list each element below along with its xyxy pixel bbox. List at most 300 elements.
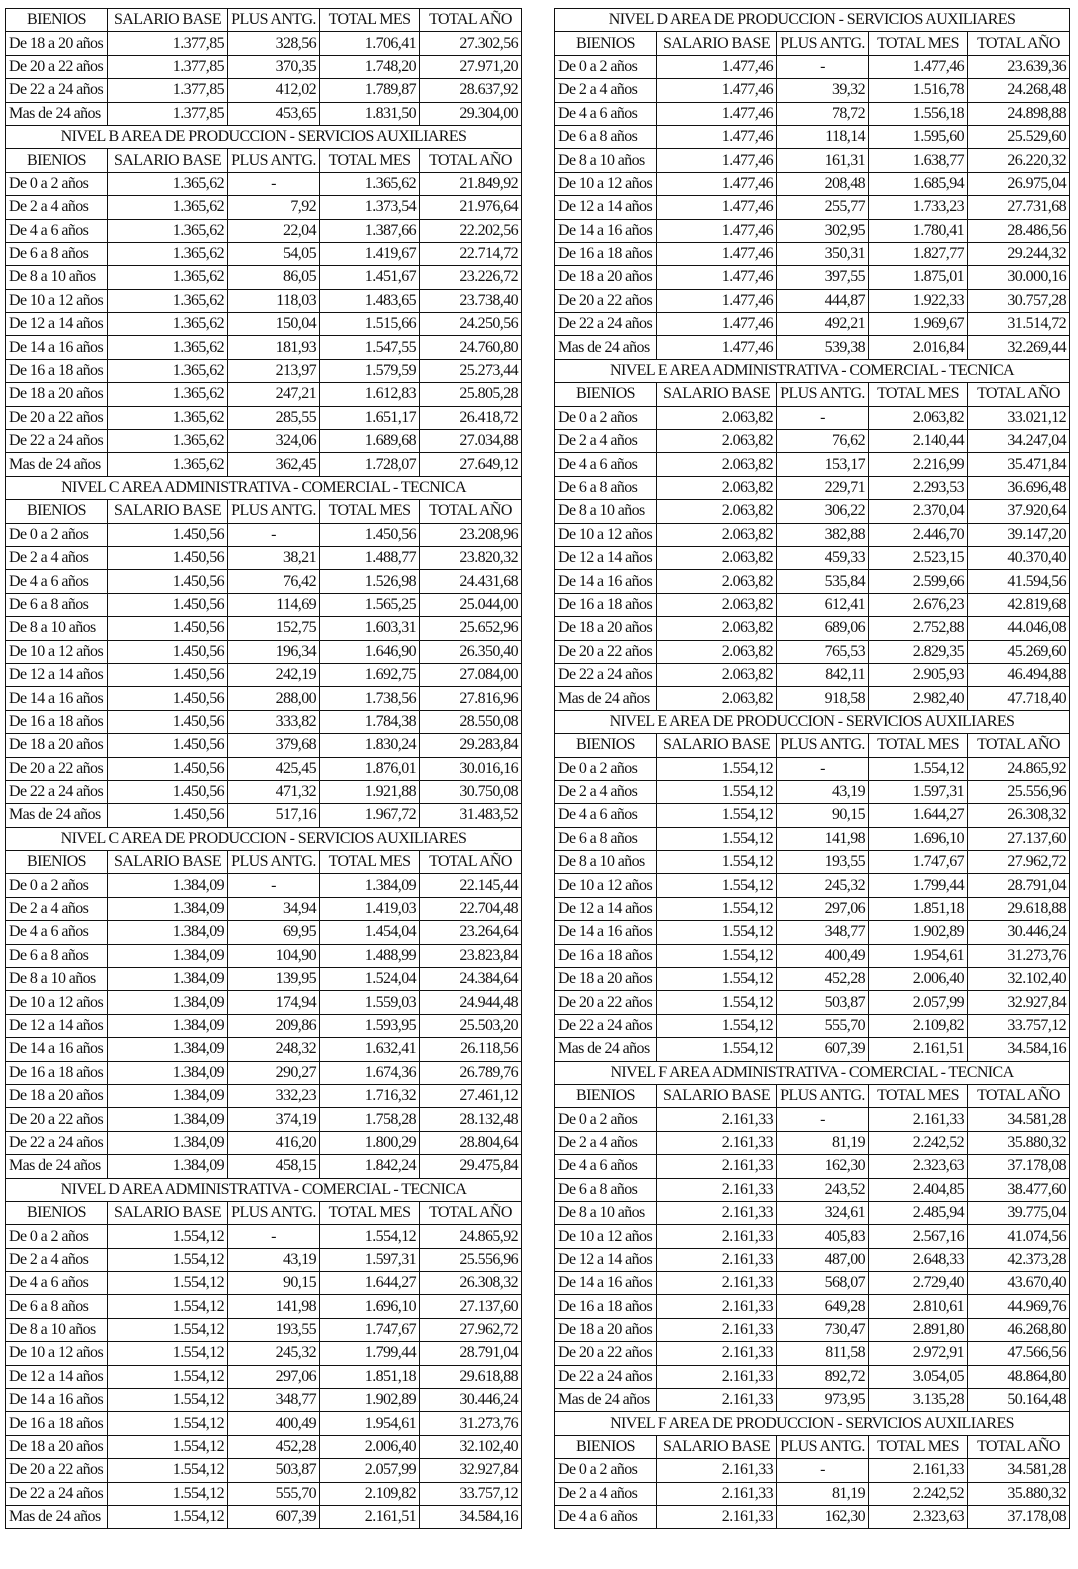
cell-plus-antiguedad: 444,87 — [777, 289, 869, 312]
cell-bienios: Mas de 24 años — [6, 102, 108, 125]
cell-total-ano: 40.370,40 — [968, 546, 1070, 569]
cell-total-mes: 1.547,55 — [320, 336, 420, 359]
cell-plus-antiguedad: 54,05 — [228, 242, 320, 265]
section-title-row — [6, 827, 522, 850]
cell-plus-antiguedad: 324,06 — [228, 430, 320, 453]
cell-salario-base: 1.554,12 — [657, 804, 777, 827]
cell-plus-antiguedad: 86,05 — [228, 266, 320, 289]
cell-total-mes: 1.685,94 — [869, 172, 968, 195]
cell-total-ano: 24.944,48 — [420, 991, 522, 1014]
table-row — [555, 55, 1070, 78]
cell-salario-base: 1.554,12 — [108, 1295, 228, 1318]
cell-total-mes: 2.006,40 — [869, 968, 968, 991]
cell-plus-antiguedad: 193,55 — [228, 1318, 320, 1341]
cell-salario-base: 2.161,33 — [657, 1272, 777, 1295]
table-row — [6, 617, 522, 640]
cell-total-mes: 2.829,35 — [869, 640, 968, 663]
cell-bienios: Mas de 24 años — [555, 1038, 657, 1061]
cell-total-ano: 50.164,48 — [968, 1389, 1070, 1412]
cell-bienios: De 20 a 22 años — [555, 1342, 657, 1365]
cell-salario-base: 2.161,33 — [657, 1201, 777, 1224]
cell-total-mes: 2.323,63 — [869, 1155, 968, 1178]
cell-bienios: De 22 a 24 años — [6, 780, 108, 803]
table-row — [6, 944, 522, 967]
cell-bienios: De 20 a 22 años — [6, 1108, 108, 1131]
cell-total-mes: 2.161,33 — [869, 1108, 968, 1131]
cell-total-ano: 30.016,16 — [420, 757, 522, 780]
cell-bienios: De 20 a 22 años — [555, 289, 657, 312]
column-header-total-mes: TOTAL MES — [320, 851, 420, 874]
section-title-row — [555, 1412, 1070, 1435]
cell-salario-base: 1.450,56 — [108, 734, 228, 757]
cell-bienios: De 16 a 18 años — [6, 359, 108, 382]
cell-total-mes: 1.488,77 — [320, 546, 420, 569]
cell-total-mes: 2.109,82 — [869, 1014, 968, 1037]
cell-total-mes: 2.810,61 — [869, 1295, 968, 1318]
cell-total-mes: 2.567,16 — [869, 1225, 968, 1248]
table-row — [6, 874, 522, 897]
cell-total-ano: 29.283,84 — [420, 734, 522, 757]
cell-salario-base: 2.063,82 — [657, 546, 777, 569]
cell-salario-base: 1.365,62 — [108, 219, 228, 242]
cell-plus-antiguedad: 162,30 — [777, 1155, 869, 1178]
table-row — [555, 1038, 1070, 1061]
cell-total-ano: 25.273,44 — [420, 359, 522, 382]
cell-salario-base: 1.477,46 — [657, 149, 777, 172]
table-row — [555, 79, 1070, 102]
table-row — [6, 430, 522, 453]
cell-plus-antiguedad: 141,98 — [228, 1295, 320, 1318]
cell-plus-antiguedad: 209,86 — [228, 1014, 320, 1037]
cell-total-mes: 2.485,94 — [869, 1201, 968, 1224]
cell-salario-base: 1.384,09 — [108, 991, 228, 1014]
cell-bienios: De 18 a 20 años — [6, 383, 108, 406]
cell-salario-base: 1.365,62 — [108, 313, 228, 336]
cell-total-mes: 1.851,18 — [869, 897, 968, 920]
cell-total-ano: 28.791,04 — [420, 1342, 522, 1365]
cell-plus-antiguedad: 328,56 — [228, 32, 320, 55]
cell-bienios: De 8 a 10 años — [555, 1201, 657, 1224]
cell-plus-antiguedad: - — [228, 523, 320, 546]
cell-total-ano: 26.975,04 — [968, 172, 1070, 195]
cell-total-ano: 42.819,68 — [968, 593, 1070, 616]
cell-salario-base: 1.450,56 — [108, 663, 228, 686]
table-row — [6, 1155, 522, 1178]
cell-plus-antiguedad: 34,94 — [228, 897, 320, 920]
column-header-total-ano: TOTAL AÑO — [968, 383, 1070, 406]
cell-plus-antiguedad: 607,39 — [228, 1506, 320, 1529]
cell-salario-base: 2.063,82 — [657, 687, 777, 710]
cell-total-ano: 45.269,60 — [968, 640, 1070, 663]
cell-bienios: De 6 a 8 años — [6, 1295, 108, 1318]
cell-total-mes: 1.922,33 — [869, 289, 968, 312]
cell-plus-antiguedad: 248,32 — [228, 1038, 320, 1061]
table-row — [6, 219, 522, 242]
cell-total-ano: 24.268,48 — [968, 79, 1070, 102]
column-header-plus-antiguedad: PLUS ANTG. — [777, 1435, 869, 1458]
column-header-total-mes: TOTAL MES — [869, 32, 968, 55]
cell-plus-antiguedad: 555,70 — [228, 1482, 320, 1505]
column-header-salario-base: SALARIO BASE — [657, 734, 777, 757]
cell-bienios: De 18 a 20 años — [6, 734, 108, 757]
cell-bienios: De 10 a 12 años — [6, 289, 108, 312]
cell-plus-antiguedad: 333,82 — [228, 710, 320, 733]
table-row — [555, 266, 1070, 289]
cell-total-ano: 47.718,40 — [968, 687, 1070, 710]
cell-bienios: De 20 a 22 años — [6, 1459, 108, 1482]
cell-total-ano: 26.418,72 — [420, 406, 522, 429]
column-header-total-mes: TOTAL MES — [320, 149, 420, 172]
cell-total-ano: 24.865,92 — [420, 1225, 522, 1248]
cell-total-mes: 1.638,77 — [869, 149, 968, 172]
cell-total-ano: 24.431,68 — [420, 570, 522, 593]
table-row — [555, 640, 1070, 663]
table-row — [6, 453, 522, 476]
cell-total-ano: 29.618,88 — [420, 1365, 522, 1388]
cell-plus-antiguedad: 81,19 — [777, 1482, 869, 1505]
cell-salario-base: 1.554,12 — [657, 874, 777, 897]
cell-salario-base: 1.450,56 — [108, 617, 228, 640]
cell-total-ano: 29.304,00 — [420, 102, 522, 125]
cell-total-ano: 23.226,72 — [420, 266, 522, 289]
cell-salario-base: 1.365,62 — [108, 430, 228, 453]
column-header-salario-base: SALARIO BASE — [108, 1201, 228, 1224]
cell-salario-base: 1.450,56 — [108, 710, 228, 733]
cell-total-mes: 1.800,29 — [320, 1131, 420, 1154]
cell-total-ano: 28.132,48 — [420, 1108, 522, 1131]
column-header-plus-antiguedad: PLUS ANTG. — [228, 851, 320, 874]
cell-plus-antiguedad: 689,06 — [777, 617, 869, 640]
cell-total-mes: 1.748,20 — [320, 55, 420, 78]
column-header-salario-base: SALARIO BASE — [657, 1084, 777, 1107]
column-header-bienios: BIENIOS — [6, 851, 108, 874]
cell-bienios: De 14 a 16 años — [555, 570, 657, 593]
cell-plus-antiguedad: - — [777, 1459, 869, 1482]
cell-plus-antiguedad: 208,48 — [777, 172, 869, 195]
cell-total-mes: 2.161,51 — [869, 1038, 968, 1061]
cell-total-ano: 32.927,84 — [968, 991, 1070, 1014]
table-row — [6, 336, 522, 359]
cell-total-mes: 1.921,88 — [320, 780, 420, 803]
cell-salario-base: 1.554,12 — [657, 851, 777, 874]
table-row — [555, 944, 1070, 967]
cell-salario-base: 2.161,33 — [657, 1131, 777, 1154]
cell-salario-base: 2.161,33 — [657, 1506, 777, 1529]
table-row — [555, 1131, 1070, 1154]
cell-salario-base: 1.365,62 — [108, 383, 228, 406]
cell-salario-base: 1.554,12 — [108, 1435, 228, 1458]
column-header-salario-base: SALARIO BASE — [657, 1435, 777, 1458]
cell-total-mes: 1.559,03 — [320, 991, 420, 1014]
cell-salario-base: 1.554,12 — [657, 780, 777, 803]
cell-salario-base: 2.161,33 — [657, 1225, 777, 1248]
table-row — [6, 1248, 522, 1271]
cell-total-ano: 26.350,40 — [420, 640, 522, 663]
cell-plus-antiguedad: 290,27 — [228, 1061, 320, 1084]
cell-bienios: De 12 a 14 años — [555, 546, 657, 569]
cell-total-ano: 22.202,56 — [420, 219, 522, 242]
table-row — [6, 968, 522, 991]
column-header-bienios: BIENIOS — [6, 500, 108, 523]
cell-bienios: De 0 a 2 años — [6, 523, 108, 546]
table-row — [6, 1131, 522, 1154]
cell-salario-base: 1.450,56 — [108, 780, 228, 803]
header-row — [555, 383, 1070, 406]
cell-plus-antiguedad: 306,22 — [777, 500, 869, 523]
cell-total-mes: 1.483,65 — [320, 289, 420, 312]
cell-bienios: De 6 a 8 años — [555, 1178, 657, 1201]
cell-total-mes: 1.597,31 — [320, 1248, 420, 1271]
cell-total-ano: 33.757,12 — [968, 1014, 1070, 1037]
section-title-row — [555, 9, 1070, 32]
cell-bienios: De 4 a 6 años — [6, 1272, 108, 1295]
cell-plus-antiguedad: 302,95 — [777, 219, 869, 242]
cell-total-ano: 23.264,64 — [420, 921, 522, 944]
column-header-bienios: BIENIOS — [555, 734, 657, 757]
cell-salario-base: 1.377,85 — [108, 32, 228, 55]
cell-bienios: De 6 a 8 años — [555, 125, 657, 148]
cell-bienios: De 20 a 22 años — [6, 55, 108, 78]
cell-bienios: De 12 a 14 años — [6, 1014, 108, 1037]
table-row — [555, 500, 1070, 523]
column-header-salario-base: SALARIO BASE — [108, 9, 228, 32]
cell-plus-antiguedad: 362,45 — [228, 453, 320, 476]
cell-salario-base: 1.477,46 — [657, 242, 777, 265]
column-header-total-mes: TOTAL MES — [869, 1435, 968, 1458]
cell-total-ano: 23.823,84 — [420, 944, 522, 967]
cell-total-ano: 32.102,40 — [968, 968, 1070, 991]
section-title-row — [6, 125, 522, 148]
cell-salario-base: 1.384,09 — [108, 1038, 228, 1061]
cell-bienios: De 12 a 14 años — [555, 1248, 657, 1271]
cell-salario-base: 1.477,46 — [657, 102, 777, 125]
cell-salario-base: 2.161,33 — [657, 1108, 777, 1131]
table-row — [6, 1435, 522, 1458]
table-row — [555, 1459, 1070, 1482]
header-row — [6, 149, 522, 172]
cell-plus-antiguedad: 114,69 — [228, 593, 320, 616]
cell-bienios: De 16 a 18 años — [555, 1295, 657, 1318]
cell-total-mes: 1.969,67 — [869, 313, 968, 336]
cell-bienios: De 12 a 14 años — [555, 897, 657, 920]
cell-plus-antiguedad: 38,21 — [228, 546, 320, 569]
header-row — [6, 1201, 522, 1224]
cell-plus-antiguedad: 118,14 — [777, 125, 869, 148]
cell-plus-antiguedad: 324,61 — [777, 1201, 869, 1224]
cell-total-mes: 2.404,85 — [869, 1178, 968, 1201]
cell-plus-antiguedad: 76,62 — [777, 430, 869, 453]
cell-plus-antiguedad: 459,33 — [777, 546, 869, 569]
cell-bienios: De 22 a 24 años — [6, 430, 108, 453]
cell-plus-antiguedad: 535,84 — [777, 570, 869, 593]
cell-salario-base: 1.554,12 — [108, 1412, 228, 1435]
cell-total-mes: 1.716,32 — [320, 1084, 420, 1107]
table-row — [555, 546, 1070, 569]
cell-total-ano: 27.816,96 — [420, 687, 522, 710]
cell-total-mes: 2.140,44 — [869, 430, 968, 453]
cell-bienios: Mas de 24 años — [6, 1155, 108, 1178]
column-header-total-mes: TOTAL MES — [320, 1201, 420, 1224]
table-row — [6, 663, 522, 686]
cell-bienios: De 0 a 2 años — [555, 406, 657, 429]
column-header-total-ano: TOTAL AÑO — [968, 734, 1070, 757]
cell-total-mes: 1.477,46 — [869, 55, 968, 78]
cell-total-ano: 25.044,00 — [420, 593, 522, 616]
cell-salario-base: 2.063,82 — [657, 570, 777, 593]
table-row — [555, 851, 1070, 874]
cell-total-ano: 30.000,16 — [968, 266, 1070, 289]
cell-bienios: De 4 a 6 años — [555, 453, 657, 476]
cell-salario-base: 1.477,46 — [657, 336, 777, 359]
cell-salario-base: 1.477,46 — [657, 219, 777, 242]
column-header-bienios: BIENIOS — [6, 149, 108, 172]
cell-total-ano: 28.550,08 — [420, 710, 522, 733]
cell-bienios: De 4 a 6 años — [555, 1155, 657, 1178]
cell-plus-antiguedad: 118,03 — [228, 289, 320, 312]
cell-salario-base: 1.384,09 — [108, 1014, 228, 1037]
cell-bienios: De 8 a 10 años — [6, 617, 108, 640]
cell-total-mes: 1.419,67 — [320, 242, 420, 265]
cell-total-ano: 25.805,28 — [420, 383, 522, 406]
cell-salario-base: 1.384,09 — [108, 1061, 228, 1084]
table-row — [555, 336, 1070, 359]
cell-total-ano: 46.494,88 — [968, 663, 1070, 686]
cell-total-mes: 1.706,41 — [320, 32, 420, 55]
table-row — [6, 1318, 522, 1341]
cell-total-mes: 1.784,38 — [320, 710, 420, 733]
cell-salario-base: 1.477,46 — [657, 196, 777, 219]
table-row — [555, 289, 1070, 312]
cell-plus-antiguedad: 181,93 — [228, 336, 320, 359]
table-row — [555, 1178, 1070, 1201]
table-row — [6, 1272, 522, 1295]
cell-plus-antiguedad: 255,77 — [777, 196, 869, 219]
table-row — [6, 523, 522, 546]
table-row — [555, 593, 1070, 616]
cell-total-mes: 1.524,04 — [320, 968, 420, 991]
cell-plus-antiguedad: 213,97 — [228, 359, 320, 382]
cell-total-mes: 2.161,51 — [320, 1506, 420, 1529]
cell-plus-antiguedad: 297,06 — [228, 1365, 320, 1388]
cell-salario-base: 2.161,33 — [657, 1389, 777, 1412]
cell-bienios: De 6 a 8 años — [6, 242, 108, 265]
cell-total-ano: 43.670,40 — [968, 1272, 1070, 1295]
cell-plus-antiguedad: 405,83 — [777, 1225, 869, 1248]
cell-total-mes: 2.905,93 — [869, 663, 968, 686]
cell-bienios: De 22 a 24 años — [555, 663, 657, 686]
cell-total-mes: 1.603,31 — [320, 617, 420, 640]
cell-bienios: De 14 a 16 años — [6, 1038, 108, 1061]
cell-total-ano: 30.750,08 — [420, 780, 522, 803]
cell-salario-base: 2.161,33 — [657, 1342, 777, 1365]
cell-bienios: De 2 a 4 años — [555, 79, 657, 102]
cell-bienios: De 18 a 20 años — [6, 1084, 108, 1107]
table-row — [555, 687, 1070, 710]
table-row — [555, 453, 1070, 476]
table-row — [555, 196, 1070, 219]
section-title: NIVEL E AREA DE PRODUCCION - SERVICIOS AUXILIARES — [555, 710, 1070, 733]
cell-total-ano: 32.269,44 — [968, 336, 1070, 359]
cell-salario-base: 2.063,82 — [657, 617, 777, 640]
table-row — [6, 804, 522, 827]
table-row — [6, 172, 522, 195]
cell-salario-base: 1.554,12 — [657, 1038, 777, 1061]
cell-plus-antiguedad: 555,70 — [777, 1014, 869, 1037]
cell-total-ano: 32.102,40 — [420, 1435, 522, 1458]
table-row — [555, 1506, 1070, 1529]
cell-bienios: Mas de 24 años — [555, 1389, 657, 1412]
table-row — [6, 921, 522, 944]
cell-total-mes: 2.523,15 — [869, 546, 968, 569]
cell-total-mes: 2.016,84 — [869, 336, 968, 359]
cell-plus-antiguedad: 892,72 — [777, 1365, 869, 1388]
cell-total-ano: 25.529,60 — [968, 125, 1070, 148]
cell-bienios: De 0 a 2 años — [555, 1459, 657, 1482]
cell-total-ano: 27.731,68 — [968, 196, 1070, 219]
cell-plus-antiguedad: 139,95 — [228, 968, 320, 991]
cell-total-ano: 37.920,64 — [968, 500, 1070, 523]
cell-salario-base: 1.554,12 — [108, 1482, 228, 1505]
cell-salario-base: 1.377,85 — [108, 79, 228, 102]
cell-total-ano: 23.639,36 — [968, 55, 1070, 78]
cell-total-mes: 1.556,18 — [869, 102, 968, 125]
table-row — [6, 734, 522, 757]
cell-salario-base: 1.554,12 — [657, 968, 777, 991]
cell-total-mes: 1.454,04 — [320, 921, 420, 944]
column-header-salario-base: SALARIO BASE — [108, 149, 228, 172]
cell-plus-antiguedad: - — [777, 55, 869, 78]
table-row — [555, 874, 1070, 897]
cell-bienios: De 18 a 20 años — [555, 968, 657, 991]
cell-bienios: De 0 a 2 años — [6, 1225, 108, 1248]
cell-plus-antiguedad: - — [777, 757, 869, 780]
cell-total-ano: 24.384,64 — [420, 968, 522, 991]
cell-plus-antiguedad: 425,45 — [228, 757, 320, 780]
cell-plus-antiguedad: 416,20 — [228, 1131, 320, 1154]
column-header-plus-antiguedad: PLUS ANTG. — [228, 149, 320, 172]
cell-plus-antiguedad: 247,21 — [228, 383, 320, 406]
cell-total-mes: 1.450,56 — [320, 523, 420, 546]
cell-bienios: De 16 a 18 años — [555, 242, 657, 265]
cell-bienios: De 8 a 10 años — [6, 1318, 108, 1341]
cell-total-mes: 1.554,12 — [869, 757, 968, 780]
cell-total-ano: 25.503,20 — [420, 1014, 522, 1037]
cell-salario-base: 1.554,12 — [657, 897, 777, 920]
cell-plus-antiguedad: 503,87 — [228, 1459, 320, 1482]
cell-bienios: De 2 a 4 años — [6, 546, 108, 569]
column-header-plus-antiguedad: PLUS ANTG. — [777, 1084, 869, 1107]
cell-plus-antiguedad: 150,04 — [228, 313, 320, 336]
table-row — [6, 1295, 522, 1318]
cell-total-ano: 37.178,08 — [968, 1506, 1070, 1529]
cell-total-ano: 25.556,96 — [968, 780, 1070, 803]
cell-total-mes: 1.758,28 — [320, 1108, 420, 1131]
cell-total-ano: 36.696,48 — [968, 476, 1070, 499]
cell-total-mes: 2.057,99 — [320, 1459, 420, 1482]
cell-total-mes: 2.293,53 — [869, 476, 968, 499]
column-header-total-ano: TOTAL AÑO — [968, 1435, 1070, 1458]
cell-salario-base: 2.063,82 — [657, 663, 777, 686]
table-row — [6, 55, 522, 78]
cell-total-ano: 34.584,16 — [968, 1038, 1070, 1061]
cell-salario-base: 1.384,09 — [108, 897, 228, 920]
cell-total-mes: 2.242,52 — [869, 1131, 968, 1154]
cell-total-ano: 27.137,60 — [968, 827, 1070, 850]
cell-bienios: De 2 a 4 años — [555, 1131, 657, 1154]
cell-plus-antiguedad: 607,39 — [777, 1038, 869, 1061]
cell-plus-antiguedad: 245,32 — [777, 874, 869, 897]
cell-total-mes: 1.373,54 — [320, 196, 420, 219]
